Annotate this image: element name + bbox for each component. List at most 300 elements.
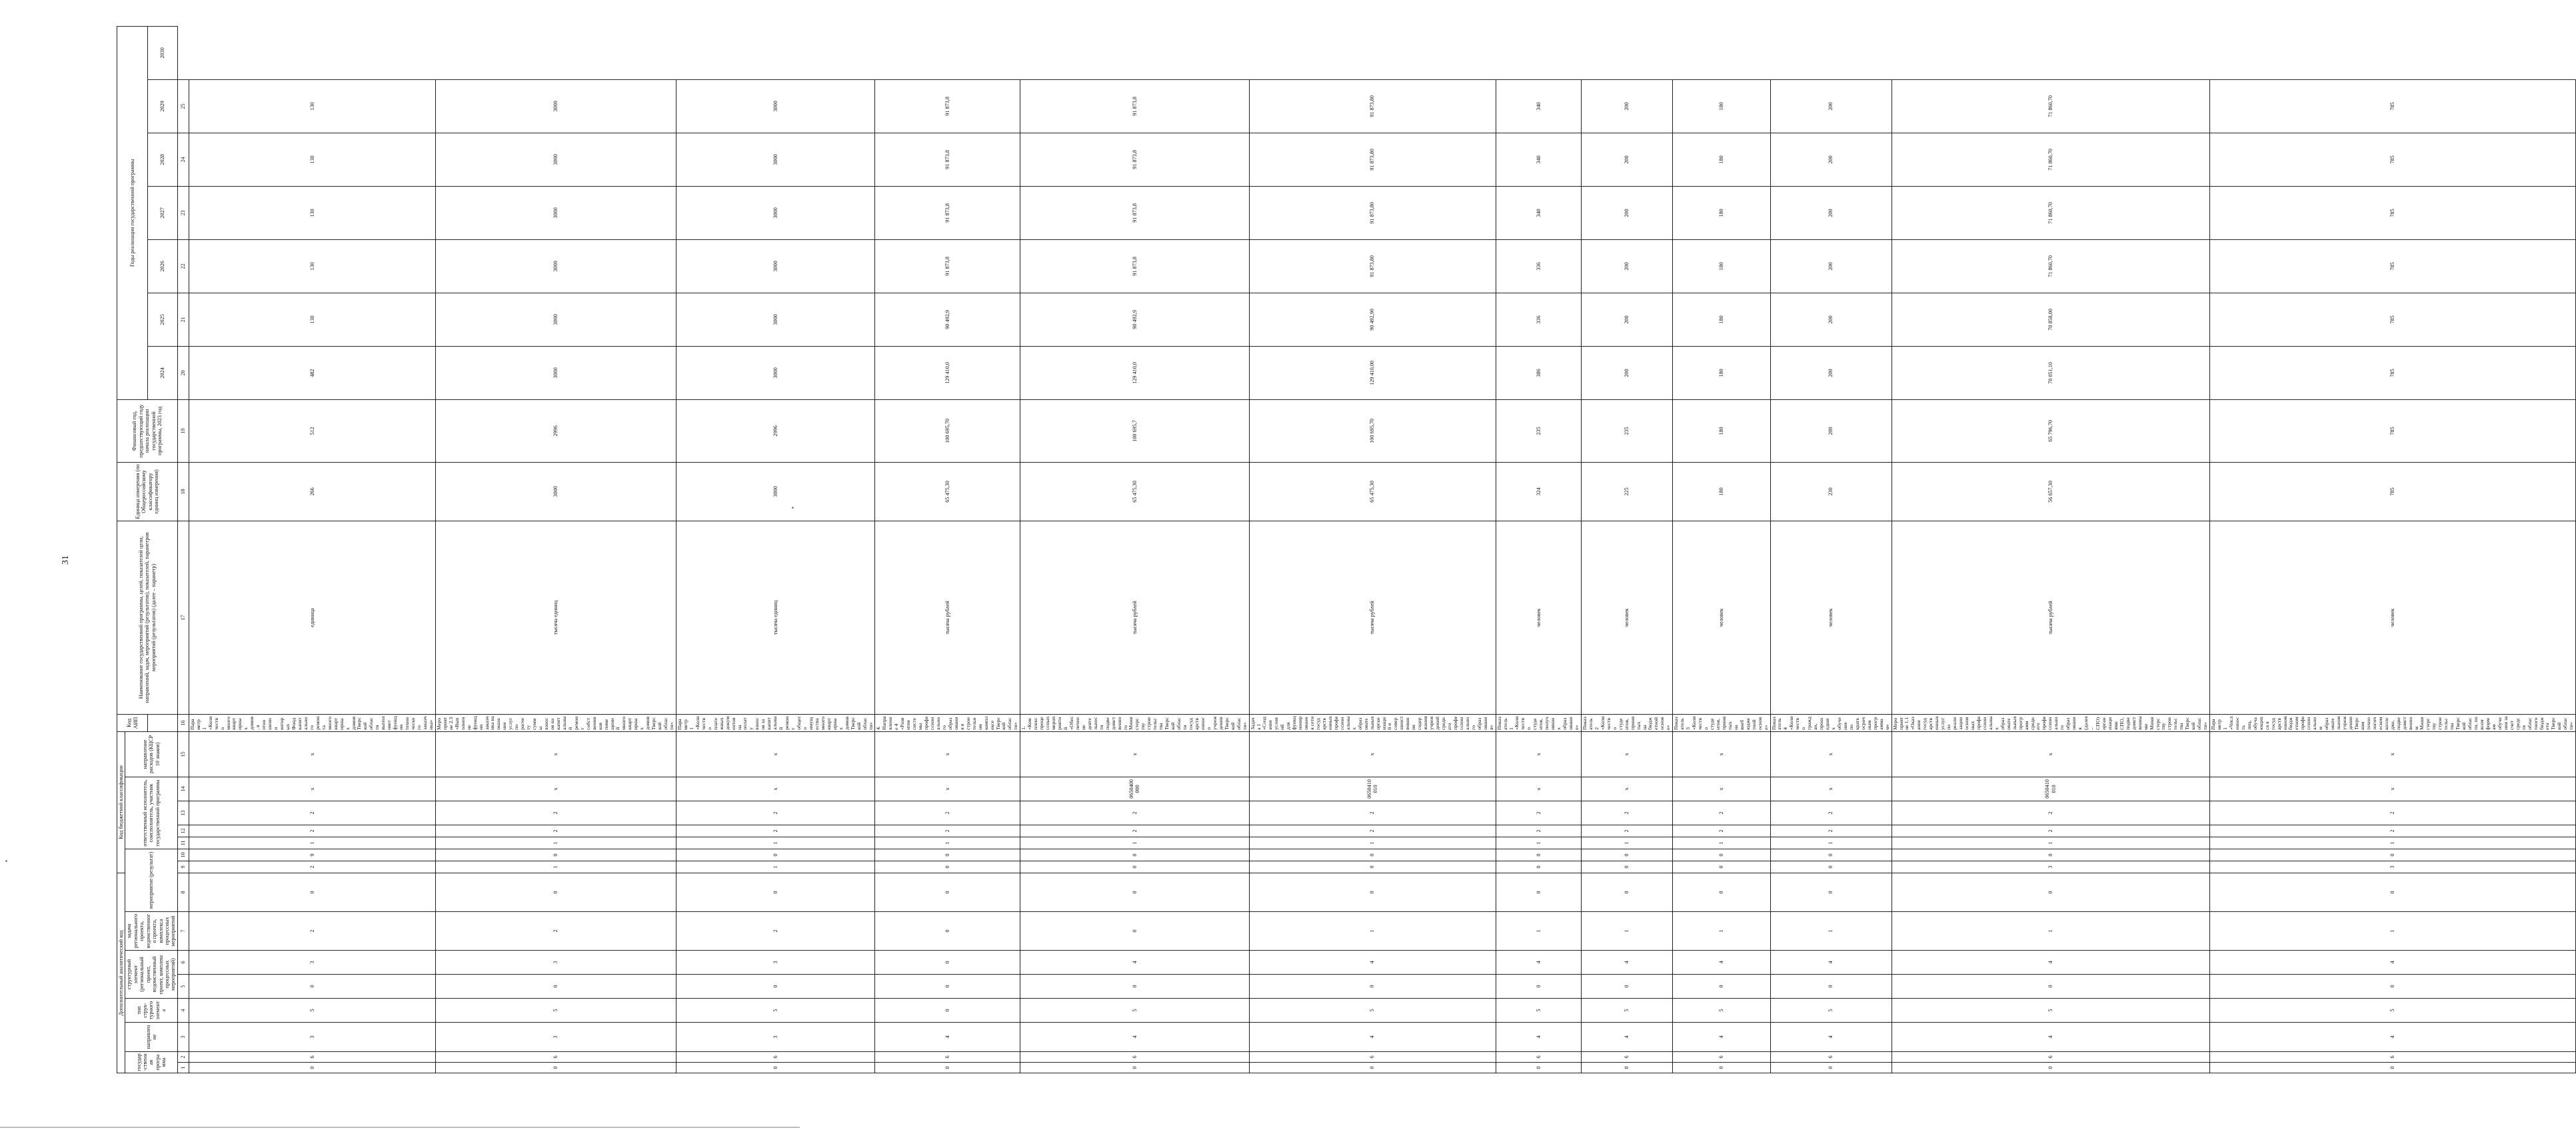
year-value-cell: 785 (2210, 186, 2576, 239)
table-row (189, 26, 435, 1073)
item-name-cell: Показатель 3 «Количество студентов, принятых на внебюджетной основе» (1673, 714, 1770, 731)
column-number: 16 (177, 714, 189, 731)
base-year-value-cell: 3000 (435, 462, 676, 521)
item-name-cell: Показатель 2 «Количество студентов, принятых на бюджетной основе» (1581, 714, 1672, 731)
code-cell: 2 (676, 801, 875, 825)
header-expense: направление расходов (КЦСР 10 знаков) (125, 731, 177, 777)
program-indicators-table (117, 26, 2576, 1073)
year-value-cell: 3000 (435, 293, 676, 346)
unit-cell: человек (1770, 521, 1892, 714)
year-value-cell: 3000 (676, 293, 875, 346)
unit-cell: человек (1496, 521, 1581, 714)
code-cell: 4 (2210, 951, 2576, 975)
code-cell: 0 (875, 849, 1020, 861)
base-year-value-cell: 324 (1496, 462, 1581, 521)
code-cell: 2 (1020, 801, 1249, 825)
code-cell: 0 (1249, 1063, 1496, 1073)
code-cell: 1 (1249, 837, 1496, 849)
year-value-cell: 3000 (676, 133, 875, 186)
base-year-value-cell: 65 475,30 (875, 462, 1020, 521)
code-cell: 6 (435, 1052, 676, 1063)
base-year-value-cell: 230 (1770, 462, 1892, 521)
code-cell: 0 (875, 951, 1020, 975)
code-cell: 2 (1249, 801, 1496, 825)
header-year: 2025 (148, 293, 178, 346)
year-value-cell: 336 (1496, 293, 1581, 346)
base-year-value-cell: 180 (1673, 462, 1770, 521)
code-cell: 2 (676, 912, 875, 951)
year-value-cell: 3000 (435, 346, 676, 399)
year-value-cell: 130 (189, 133, 435, 186)
code-cell: 0 (189, 1063, 435, 1073)
header-year: 2030 (148, 26, 178, 79)
year-value-cell: 71 860,70 (1892, 239, 2210, 293)
code-cell: 6 (676, 1052, 875, 1063)
code-cell: 0 (1581, 861, 1672, 873)
header-year: 2028 (148, 133, 178, 186)
column-number: 21 (177, 293, 189, 346)
header-executor: ответственный исполнитель, соисполнитель, участник государственной программы (125, 777, 177, 849)
code-cell: 1 (676, 861, 875, 873)
code-cell: 2 (1770, 825, 1892, 837)
column-number: 9 (177, 861, 189, 873)
column-number: 12 (177, 825, 189, 837)
column-number: 2 (177, 1052, 189, 1063)
code-cell: 1 (875, 837, 1020, 849)
aip-cell: x (1770, 731, 1892, 777)
column-number: 7 (177, 912, 189, 951)
code-cell: 2 (189, 801, 435, 825)
code-cell: 1 (1770, 837, 1892, 849)
column-number: 4 (177, 999, 189, 1023)
header-year: 2024 (148, 346, 178, 399)
item-name-cell: Параметр 1 «Количество платежных документов на оплату взносов за капитальный ремонт общего имущества многоквартирных домов Тверской области» (676, 714, 875, 731)
code-cell: 3 (189, 1023, 435, 1052)
column-number: 14 (177, 777, 189, 801)
expense-code-cell: x (1496, 777, 1581, 801)
code-cell: 2 (1249, 825, 1496, 837)
code-cell: 3 (435, 951, 676, 975)
expense-code-cell: 0650410010 (1249, 777, 1496, 801)
year-value-cell: 340 (1496, 79, 1581, 133)
year-value-cell: 91 873,8 (875, 79, 1020, 133)
base-year-value-cell: 65 475,30 (1249, 462, 1496, 521)
year-value-cell: 200 (1770, 79, 1892, 133)
aip-cell: x (189, 731, 435, 777)
code-cell: 0 (435, 975, 676, 999)
code-cell: 0 (1020, 975, 1249, 999)
column-number: 24 (177, 133, 189, 186)
header-base-year: Финансовый год, предшествующий году начала реализации государственной программы, 2023 год (117, 399, 178, 462)
year-value-cell: 340 (1496, 186, 1581, 239)
code-cell: 0 (1581, 873, 1672, 911)
unit-cell: тысяча единиц (435, 521, 676, 714)
unit-cell: единица (189, 521, 435, 714)
code-cell: 0 (875, 1063, 1020, 1073)
code-cell: 0 (875, 975, 1020, 999)
item-name-cell: Мероприятие 1.1 «Оказание государственных услуг по реализации основных профессиональных образовательных программ среднего профессионального образования (далее – СПО) организациями СПО, подведомственными Министерству строительства Тверской области» (1892, 714, 2210, 731)
year-value-cell: 71 860,70 (1892, 186, 2210, 239)
column-number-row (177, 26, 189, 1073)
page-number: 31 (61, 555, 71, 565)
code-cell: 1 (1020, 837, 1249, 849)
table-row (875, 26, 1020, 1073)
code-cell: 4 (1770, 1023, 1892, 1052)
code-cell: 3 (435, 1023, 676, 1052)
year-value-cell: 200 (1581, 133, 1672, 186)
year-value-cell: 2996 (435, 399, 676, 462)
item-name-cell: Параметр 1 «Численность лиц, обучающихся в государственном бюджетном профессиональном образовательном учреждении Тверском технологическом колледже, подведомственном Министерству строительства Тверской области, по всем формам обучения за счет средств областного бюджета Тверской области» (2210, 714, 2576, 731)
code-cell: 0 (1770, 1063, 1892, 1073)
code-cell: 0 (1892, 1063, 2210, 1073)
code-cell: 0 (1020, 849, 1249, 861)
year-value-cell: 91 873,8 (1020, 186, 1249, 239)
year-value-cell: 200 (1770, 346, 1892, 399)
year-value-cell: 129 410,0 (875, 346, 1020, 399)
code-cell: 1 (1581, 837, 1672, 849)
code-cell: 2 (875, 825, 1020, 837)
code-cell: 0 (1496, 975, 1581, 999)
code-cell: 1 (1581, 912, 1672, 951)
code-cell: 4 (1249, 951, 1496, 975)
header-event: мероприятие (результат) (125, 849, 177, 911)
code-cell: 6 (1673, 1052, 1770, 1063)
column-number: 25 (177, 79, 189, 133)
year-value-cell: 785 (2210, 346, 2576, 399)
year-value-cell: 785 (2210, 133, 2576, 186)
code-cell: 4 (1892, 1023, 2210, 1052)
year-value-cell: 130 (189, 293, 435, 346)
year-value-cell: 235 (1496, 399, 1581, 462)
code-cell: 1 (435, 861, 676, 873)
year-value-cell: 91 873,8 (875, 133, 1020, 186)
table-row (435, 26, 676, 1073)
expense-code-cell: x (1581, 777, 1672, 801)
year-value-cell: 91 873,8 (1020, 133, 1249, 186)
year-value-cell: 180 (1673, 346, 1770, 399)
year-value-cell: 130 (189, 239, 435, 293)
code-cell: 2 (189, 825, 435, 837)
rotated-table-page (117, 47, 2575, 1073)
year-value-cell: 70 858,00 (1892, 293, 2210, 346)
code-cell: 3 (189, 951, 435, 975)
code-cell: 1 (1892, 912, 2210, 951)
column-number: 3 (177, 1023, 189, 1052)
year-value-cell: 785 (2210, 293, 2576, 346)
code-cell: 6 (189, 1052, 435, 1063)
code-cell: 0 (1020, 873, 1249, 911)
header-direction: направление (125, 1023, 177, 1052)
code-cell: 0 (1249, 849, 1496, 861)
header-additional-code: Дополнительный аналитический код (117, 873, 125, 1073)
table-row (1496, 26, 1581, 1073)
code-cell: 5 (1496, 999, 1581, 1023)
code-cell: 0 (1892, 849, 2210, 861)
code-cell: 5 (1673, 999, 1770, 1023)
code-cell: 2 (435, 801, 676, 825)
code-cell: 0 (1581, 1063, 1672, 1073)
code-cell: 2 (1020, 825, 1249, 837)
item-name-cell: Параметр 1 «Количество многоквартирных домов, в отношении которых Фонд капитального ремонта многоквартирных домов Тверской области выполняет функции технического заказчика» (189, 714, 435, 731)
header-struct-element: структурный элемент (региональный проект, ведомственный проект, комплекс процессных мероприятий) (125, 951, 177, 999)
column-number: 1 (177, 1063, 189, 1073)
table-row (1673, 26, 1770, 1073)
column-number: 20 (177, 346, 189, 399)
year-value-cell: 200 (1581, 79, 1672, 133)
header-year: 2027 (148, 186, 178, 239)
year-value-cell: 91 873,80 (1249, 79, 1496, 133)
code-cell: 4 (1581, 1023, 1672, 1052)
code-cell: 2 (1581, 825, 1672, 837)
code-cell: 6 (1770, 1052, 1892, 1063)
year-value-cell: 130 (189, 186, 435, 239)
column-number: 22 (177, 239, 189, 293)
item-name-cell: Задача 1 «Создание условий для функционирования сети государственных профессиональных образовательных организаций и совершенствования содержания учреждений среднего профессионального образования» (1249, 714, 1496, 731)
code-cell: 2 (1892, 825, 2210, 837)
code-cell: 0 (1581, 849, 1672, 861)
year-value-cell: 3000 (435, 79, 676, 133)
code-cell: 4 (1020, 1023, 1249, 1052)
aip-cell: x (2210, 731, 2576, 777)
column-number: 17 (177, 521, 189, 714)
code-cell: 0 (875, 861, 1020, 873)
scan-speck (5, 860, 7, 862)
unit-cell: тысяча рублей (1892, 521, 2210, 714)
code-cell: 1 (1892, 837, 2210, 849)
code-cell: 0 (1892, 873, 2210, 911)
code-cell: 2 (189, 861, 435, 873)
year-value-cell: 100 695,70 (1249, 399, 1496, 462)
header-aip: Код АИП (117, 714, 148, 731)
year-value-cell: 100 695,7 (1020, 399, 1249, 462)
code-cell: 4 (1496, 1023, 1581, 1052)
code-cell: 6 (1496, 1052, 1581, 1063)
year-value-cell: 130 (189, 79, 435, 133)
aip-cell: x (435, 731, 676, 777)
aip-cell: x (1020, 731, 1249, 777)
year-value-cell: 482 (189, 346, 435, 399)
code-cell: 0 (1673, 1063, 1770, 1073)
header-struct-type: тип струк-турного элемента (125, 999, 177, 1023)
column-number: 6 (177, 951, 189, 975)
base-year-value-cell: 65 475,30 (1020, 462, 1249, 521)
code-cell: 4 (875, 1023, 1020, 1052)
code-cell: 0 (189, 975, 435, 999)
code-cell: 1 (1496, 912, 1581, 951)
table-row (1892, 26, 2210, 1073)
unit-cell: тысяча рублей (875, 521, 1020, 714)
code-cell: 0 (1673, 873, 1770, 911)
code-cell: 6 (1581, 1052, 1672, 1063)
code-cell: 4 (1892, 951, 2210, 975)
code-cell: 0 (676, 873, 875, 911)
year-value-cell: 180 (1673, 133, 1770, 186)
year-value-cell: 3000 (435, 239, 676, 293)
base-year-value-cell: 266 (189, 462, 435, 521)
year-value-cell: 200 (1581, 346, 1672, 399)
code-cell: 0 (1496, 873, 1581, 911)
header-year: 2026 (148, 239, 178, 293)
base-year-value-cell: 225 (1581, 462, 1672, 521)
code-cell: 0 (1673, 861, 1770, 873)
code-cell: 5 (2210, 999, 2576, 1023)
year-value-cell: 2996 (676, 399, 875, 462)
year-value-cell: 180 (1673, 186, 1770, 239)
scan-speck (792, 507, 794, 509)
year-value-cell: 91 873,80 (1249, 239, 1496, 293)
year-value-cell: 3000 (435, 133, 676, 186)
code-cell: 0 (1770, 849, 1892, 861)
table-row (1249, 26, 1496, 1073)
code-cell: 3 (676, 951, 875, 975)
year-value-cell: 512 (189, 399, 435, 462)
code-cell: 0 (1673, 975, 1770, 999)
table-row (2210, 26, 2576, 1073)
aip-cell: x (676, 731, 875, 777)
code-cell: 0 (1020, 1063, 1249, 1073)
header-year: 2029 (148, 79, 178, 133)
code-cell: 1 (2210, 912, 2576, 951)
code-cell: 4 (2210, 1023, 2576, 1052)
item-name-cell: Показатель 1 «Количество студентов, получивших образование» (1496, 714, 1581, 731)
unit-cell: человек (2210, 521, 2576, 714)
expense-code-cell: x (189, 777, 435, 801)
year-value-cell: 100 695,70 (875, 399, 1020, 462)
code-cell: 0 (435, 1063, 676, 1073)
code-cell: 5 (1892, 999, 2210, 1023)
year-value-cell: 180 (1673, 399, 1770, 462)
code-cell: 2 (875, 801, 1020, 825)
code-cell: 6 (1892, 1052, 2210, 1063)
item-name-cell: Показатель 4 «Количество граждан, прошедших обучение по краткосрочным программам» (1770, 714, 1892, 731)
code-cell: 0 (2210, 975, 2576, 999)
year-value-cell: 785 (2210, 239, 2576, 293)
expense-code-cell: x (875, 777, 1020, 801)
header-years-group: Годы реализации государственной программы (117, 26, 148, 399)
code-cell: 2 (1770, 801, 1892, 825)
code-cell: 4 (1770, 951, 1892, 975)
year-value-cell: 3000 (676, 186, 875, 239)
aip-cell: x (1581, 731, 1672, 777)
year-value-cell: 70 051,10 (1892, 346, 2210, 399)
year-value-cell: 65 796,70 (1892, 399, 2210, 462)
header-name: Наименование государственной программы, целей, показателей цели, направлений, задач, мероприятий (результатов), показателей, параметров мероприятий (результатов) (далее – параметр) (117, 521, 178, 714)
year-value-cell: 129 410,0 (1020, 346, 1249, 399)
code-cell: 0 (676, 849, 875, 861)
column-number: 23 (177, 186, 189, 239)
code-cell: 0 (875, 912, 1020, 951)
code-cell: 2 (1496, 801, 1581, 825)
base-year-value-cell: 785 (2210, 462, 2576, 521)
code-cell: 1 (2210, 837, 2576, 849)
year-value-cell: 200 (1770, 239, 1892, 293)
code-cell: 5 (189, 999, 435, 1023)
code-cell: 0 (1673, 849, 1770, 861)
unit-cell: тысяча рублей (1020, 521, 1249, 714)
code-cell: 1 (1673, 837, 1770, 849)
expense-code-cell: x (435, 777, 676, 801)
year-value-cell: 71 860,70 (1892, 133, 2210, 186)
code-cell: 0 (2210, 1063, 2576, 1073)
year-value-cell: 71 860,70 (1892, 79, 2210, 133)
code-cell: 0 (1770, 873, 1892, 911)
aip-cell: x (1496, 731, 1581, 777)
year-value-cell: 200 (1581, 293, 1672, 346)
code-cell: 2 (676, 825, 875, 837)
year-value-cell: 336 (1496, 239, 1581, 293)
year-value-cell: 785 (2210, 79, 2576, 133)
code-cell: 0 (1249, 975, 1496, 999)
code-cell: 0 (2210, 849, 2576, 861)
code-cell: 4 (1673, 951, 1770, 975)
year-value-cell: 90 492,9 (875, 293, 1020, 346)
code-cell: 0 (1581, 975, 1672, 999)
code-cell: 1 (1249, 912, 1496, 951)
aip-cell: x (1673, 731, 1770, 777)
column-number: 8 (177, 873, 189, 911)
code-cell: 3 (676, 1023, 875, 1052)
column-number: 11 (177, 837, 189, 849)
aip-cell: x (1892, 731, 2210, 777)
code-cell: 0 (676, 975, 875, 999)
year-value-cell: 3000 (435, 186, 676, 239)
code-cell: 2 (435, 825, 676, 837)
expense-code-cell: 0650410010 (1892, 777, 2210, 801)
item-name-cell: 4. Направление 4 «Развитие системы профессионального образования в строительном комплексе Тверской области» (875, 714, 1020, 731)
code-cell: 1 (1770, 912, 1892, 951)
column-number: 13 (177, 801, 189, 825)
code-cell: 0 (1020, 861, 1249, 873)
code-cell: 0 (1249, 873, 1496, 911)
table-row (1770, 26, 1892, 1073)
code-cell: 4 (1581, 951, 1672, 975)
code-cell: 1 (435, 837, 676, 849)
code-cell: 5 (676, 999, 875, 1023)
column-number: 15 (177, 731, 189, 777)
code-cell: 0 (1249, 861, 1496, 873)
code-cell: 0 (676, 1063, 875, 1073)
code-cell: 0 (2210, 873, 2576, 911)
column-number: 18 (177, 462, 189, 521)
code-cell: 2 (1892, 801, 2210, 825)
aip-cell: x (1249, 731, 1496, 777)
code-cell: 2 (1581, 801, 1672, 825)
year-value-cell: 340 (1496, 133, 1581, 186)
code-cell: 0 (435, 873, 676, 911)
year-value-cell: 200 (1770, 186, 1892, 239)
aip-cell: x (875, 731, 1020, 777)
year-value-cell: 3000 (676, 79, 875, 133)
year-value-cell: 235 (1581, 399, 1672, 462)
code-cell: 6 (875, 1052, 1020, 1063)
unit-cell: тысяча единиц (676, 521, 875, 714)
code-cell: 2 (1673, 825, 1770, 837)
expense-code-cell: 0650400000 (1020, 777, 1249, 801)
code-cell: 2 (2210, 825, 2576, 837)
code-cell: 0 (189, 873, 435, 911)
code-cell: 6 (1020, 1052, 1249, 1063)
item-name-cell: 1. «Комплекс процессных мероприятий «Обеспечение деятельности подведомственного Министерству строительства Тверской области государственного учреждения Тверской области» (1020, 714, 1249, 731)
base-year-value-cell: 3000 (676, 462, 875, 521)
code-cell: 2 (2210, 801, 2576, 825)
code-cell: 0 (875, 999, 1020, 1023)
code-cell: 0 (1770, 975, 1892, 999)
year-value-cell: 3000 (676, 239, 875, 293)
code-cell: 4 (1020, 951, 1249, 975)
code-cell: 0 (1770, 861, 1892, 873)
code-cell: 0 (1496, 849, 1581, 861)
year-value-cell: 180 (1673, 239, 1770, 293)
